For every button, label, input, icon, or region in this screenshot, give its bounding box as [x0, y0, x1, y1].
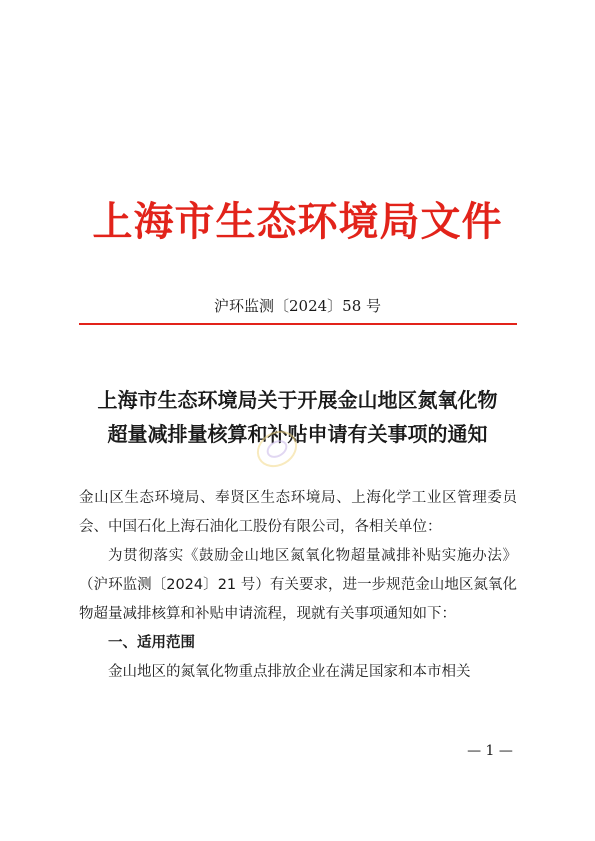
- page-number: — 1 —: [467, 743, 513, 759]
- title-line-2: 超量减排量核算和补贴申请有关事项的通知: [107, 422, 488, 446]
- document-title: [60, 383, 535, 451]
- intro-paragraph: 为贯彻落实《鼓励金山地区氮氧化物超量减排补贴实施办法》（沪环监测〔2024〕21 号）有关要求，进一步规范金山地区氮氧化物超量减排核算和补贴申请流程，现就有关事项通知如下：: [79, 548, 517, 622]
- section-scope-text: 金山地区的氮氧化物重点排放企业在满足国家和本市相关: [108, 664, 471, 680]
- title-line-1: 上海市生态环境局关于开展金山地区氮氧化物: [97, 388, 498, 412]
- document-number: 沪环监测〔2024〕58 号: [213, 297, 382, 315]
- document-masthead: 上海市生态环境局文件: [92, 198, 503, 245]
- section-heading-scope: 一、适用范围: [108, 635, 195, 651]
- red-divider-line: [79, 323, 517, 325]
- addressees-paragraph: 金山区生态环境局、奉贤区生态环境局、上海化学工业区管理委员会、中国石化上海石油化工股份有限公司，各相关单位：: [79, 490, 517, 535]
- document-body: [79, 484, 517, 687]
